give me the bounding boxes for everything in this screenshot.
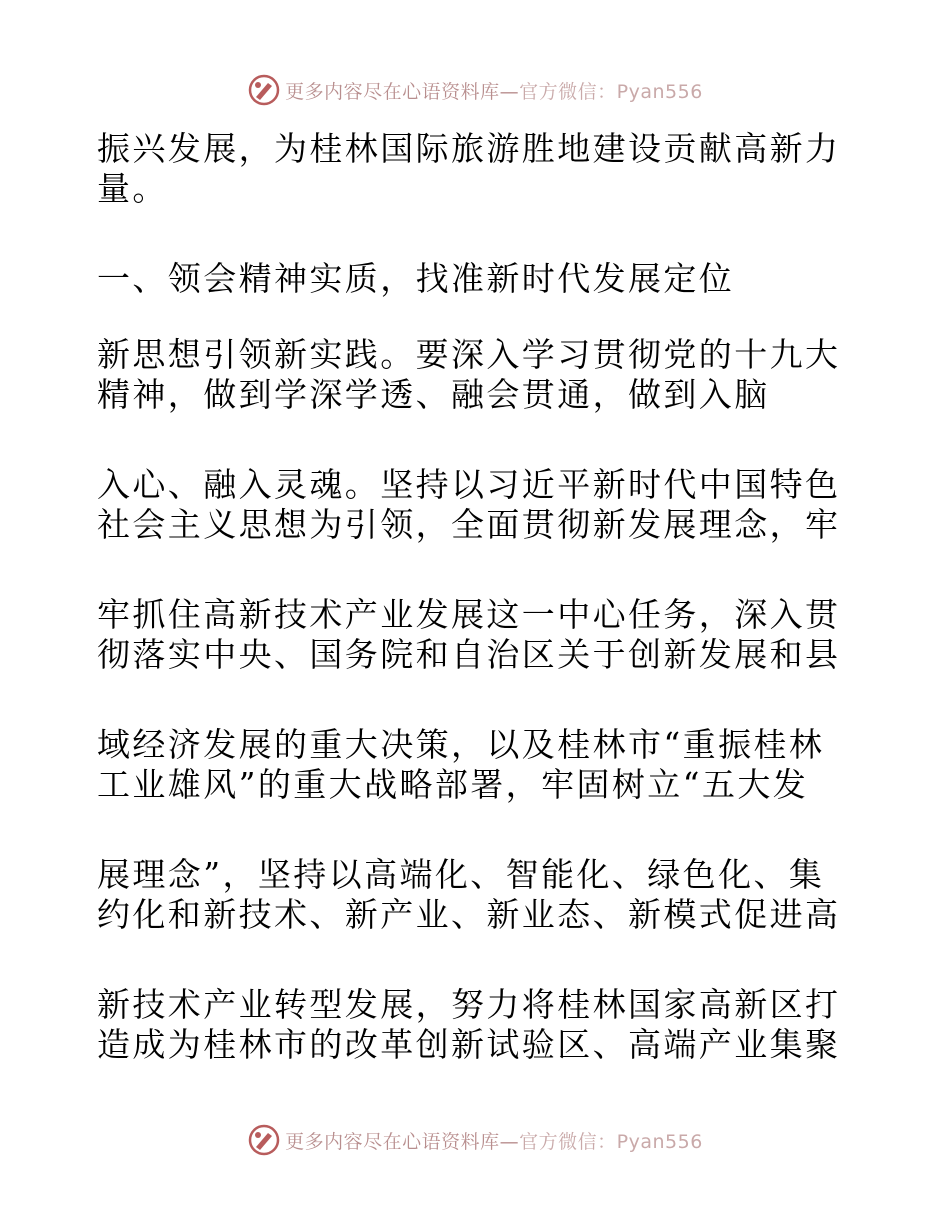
text-line: 展理念”，坚持以高端化、智能化、绿色化、集: [97, 855, 825, 894]
text-line: 约化和新技术、新产业、新业态、新模式促进高: [97, 895, 841, 934]
text-line: 振兴发展，为桂林国际旅游胜地建设贡献高新力: [97, 129, 841, 168]
text-line: 新技术产业转型发展，努力将桂林国家高新区打: [97, 985, 841, 1024]
text-line: 造成为桂林市的改革创新试验区、高端产业集聚: [97, 1025, 841, 1064]
text-line: 社会主义思想为引领，全面贯彻新发展理念，牢: [97, 505, 841, 544]
watermark-footer: [0, 1120, 950, 1160]
pen-logo-icon: [247, 73, 281, 107]
text-line: 入心、融入灵魂。坚持以习近平新时代中国特色: [97, 465, 841, 504]
section-heading: 一、领会精神实质，找准新时代发展定位: [97, 259, 735, 298]
watermark-text: 更多内容尽在心语资料库—官方微信：Pyan556: [285, 1130, 703, 1153]
watermark-text: 更多内容尽在心语资料库—官方微信：Pyan556: [285, 80, 703, 103]
text-line: 量。: [97, 169, 168, 208]
pen-logo-icon: [247, 1123, 281, 1157]
text-line: 牢抓住高新技术产业发展这一中心任务，深入贯: [97, 595, 841, 634]
text-line: 精神，做到学深学透、融会贯通，做到入脑: [97, 375, 770, 414]
text-line: 彻落实中央、国务院和自治区关于创新发展和县: [97, 635, 841, 674]
text-line: 域经济发展的重大决策，以及桂林市“重振桂林: [97, 725, 825, 764]
text-line: 工业雄风”的重大战略部署，牢固树立“五大发: [97, 765, 809, 804]
watermark-header: [0, 70, 950, 110]
text-line: 新思想引领新实践。要深入学习贯彻党的十九大: [97, 335, 841, 374]
